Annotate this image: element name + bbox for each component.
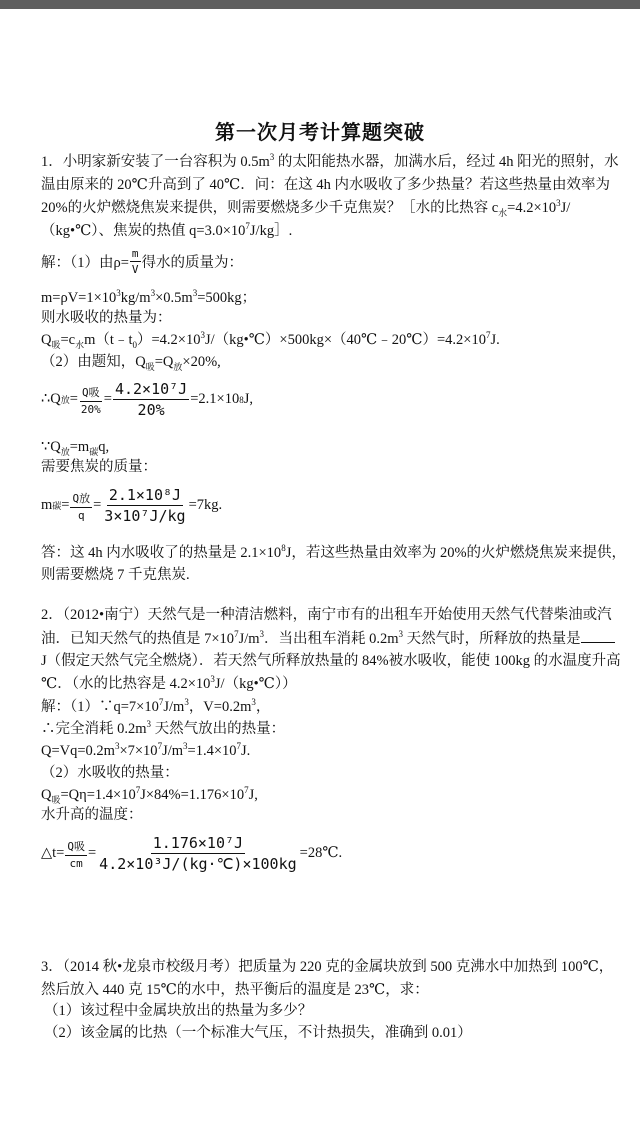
- denominator: 4.2×10³J/(kg·℃)×100kg: [99, 855, 297, 873]
- text: J/kg］.: [249, 223, 293, 239]
- exponent: 3: [183, 741, 188, 752]
- exponent: 3: [269, 152, 275, 163]
- q1-line-1: [41, 152, 619, 172]
- q1-solution-7: [41, 437, 109, 457]
- text: ．当出租车消耗 0.2m: [264, 631, 399, 647]
- answer-blank: [581, 628, 615, 643]
- exponent: 3: [114, 741, 120, 752]
- q1-solution-5: [41, 352, 221, 372]
- subscript: 吸: [51, 794, 61, 805]
- text: △t=: [41, 845, 65, 861]
- fraction: [113, 380, 189, 419]
- text: 20%的火炉燃烧焦炭来提供，则需要燃烧多少千克焦炭？［水的比热容 c: [41, 200, 499, 216]
- exponent: 7: [158, 697, 164, 708]
- text: 1．小明家新安装了一台容积为 0.5m: [41, 154, 270, 170]
- q2-solution-1: [41, 697, 270, 717]
- exponent: 3: [210, 674, 215, 685]
- text: ∵Q: [41, 439, 61, 455]
- exponent: 7: [157, 741, 163, 752]
- text: ）=4.2×10: [136, 332, 201, 348]
- fraction: [130, 247, 141, 276]
- text: m=ρV=1×10: [41, 290, 117, 306]
- exponent: 3: [251, 697, 256, 708]
- text: ×7×10: [119, 743, 158, 759]
- q1-line-2: 温由原来的 20℃升高到了 40℃．问：在这 4h 内水吸收了多少热量？若这些热量由效率为: [41, 177, 610, 193]
- text: =2.1×10: [190, 391, 240, 407]
- text: J，若这些热量由效率为 20%的火炉燃烧焦炭来提供，: [285, 545, 627, 561]
- text: ×0.5m: [155, 290, 193, 306]
- text: ∴Q: [41, 391, 61, 407]
- text: q,: [98, 439, 110, 455]
- text: 油．已知天然气的热值是 7×10: [41, 631, 235, 647]
- q1-solution-8: 需要焦炭的质量：: [41, 459, 157, 475]
- fraction: [70, 490, 92, 522]
- exponent: 7: [236, 741, 241, 752]
- text: =Q: [154, 354, 174, 370]
- subscript: 碳: [89, 446, 99, 457]
- denominator: 20%: [137, 401, 165, 419]
- q2-solution-7: [41, 834, 342, 873]
- text: =: [93, 497, 102, 513]
- numerator: m: [131, 247, 139, 260]
- fraction: [65, 838, 87, 870]
- q2-solution-6: 水升高的温度：: [41, 807, 143, 823]
- fraction: [79, 384, 103, 416]
- text: =500kg；: [197, 290, 257, 306]
- text: J/m: [163, 699, 185, 715]
- text: J/（kg•℃））: [214, 676, 297, 692]
- text: J/（kg•℃）×500kg×（40℃﹣20℃）=4.2×10: [204, 332, 486, 348]
- text: （2）由题知，Q: [41, 354, 146, 370]
- exponent: 3: [192, 288, 198, 299]
- text: 解：（1）由ρ=: [41, 255, 129, 271]
- exponent: 3: [146, 719, 152, 730]
- q2-line-4: [41, 674, 297, 694]
- text: （kg•℃）、焦炭的热值 q=3.0×10: [41, 223, 246, 239]
- text: ，: [255, 699, 271, 715]
- exponent: 7: [244, 785, 249, 796]
- q1-line-4: [41, 221, 292, 241]
- text: 答：这 4h 内水吸收了的热量是 2.1×10: [41, 545, 282, 561]
- numerator: Q吸: [80, 384, 102, 402]
- text: J,: [243, 391, 253, 407]
- exponent: 3: [398, 629, 404, 640]
- text: J×84%=1.176×10: [140, 787, 245, 803]
- text: =1.4×10: [187, 743, 237, 759]
- numerator: 4.2×10⁷J: [114, 380, 188, 398]
- q1-solution-3: 则水吸收的热量为：: [41, 310, 172, 326]
- exponent: 8: [281, 543, 286, 554]
- q3-line-3: （1）该过程中金属块放出的热量为多少？: [44, 1003, 313, 1019]
- text: =: [103, 391, 112, 407]
- text: 解：（1）∵q=7×10: [41, 699, 159, 715]
- denominator: 3×10⁷J/kg: [104, 507, 186, 525]
- q1-solution-9: m 碳 = $\frac{\text{Q放}}{q}$ = $\frac{\text{2.1×10⁸J}}{\text{3×10⁷J/kg}}$ =7kg.: [41, 486, 223, 525]
- exponent: 3: [200, 330, 205, 341]
- text: J/: [560, 200, 571, 216]
- exponent: 7: [245, 221, 250, 232]
- q1-answer-1: [41, 543, 626, 563]
- text: 得水的质量为：: [141, 255, 244, 271]
- text: =4.2×10: [507, 200, 557, 216]
- text: Q=Vq=0.2m: [41, 743, 115, 759]
- q2-line-1: 2．（2012•南宁）天然气是一种清洁燃料，南宁市有的出租车开始使用天然气代替柴油或汽: [41, 607, 612, 623]
- exponent: 3: [556, 198, 561, 209]
- q2-solution-5: [41, 785, 258, 805]
- denominator: 20%: [80, 402, 101, 416]
- exponent: 3: [259, 629, 265, 640]
- q1-solution-2: [41, 288, 256, 308]
- text: =c: [60, 332, 76, 348]
- text: =: [61, 497, 70, 513]
- exponent: 3: [184, 697, 189, 708]
- text: 天然气放出的热量：: [151, 721, 286, 737]
- text: =7kg.: [188, 497, 223, 513]
- q2-line-3: J（假定天然气完全燃烧）．若天然气所释放热量的 84%被水吸收，能使 100kg 的水温度升高: [41, 653, 621, 669]
- text: 的太阳能热水器，加满水后，经过 4h 阳光的照射，水: [274, 154, 619, 170]
- subscript: 水: [498, 207, 508, 218]
- subscript: 0: [132, 339, 137, 350]
- numerator: Q放: [70, 490, 92, 508]
- denominator: q: [77, 508, 85, 522]
- text: m: [41, 497, 53, 513]
- subscript: 水: [75, 339, 85, 350]
- q2-solution-2: [41, 719, 285, 739]
- q1-answer-2: 则需要燃烧 7 千克焦炭.: [41, 567, 190, 583]
- text: =m: [69, 439, 90, 455]
- text: J.: [241, 743, 251, 759]
- denominator: cm: [69, 856, 83, 870]
- exponent: 3: [116, 288, 121, 299]
- exponent: 7: [234, 629, 239, 640]
- text: J/m: [162, 743, 184, 759]
- q1-solution-6: ∴Q 放 = $\frac{\text{Q吸}}{20\%}$ = $\frac{\text{4.2×10⁷J}}{20\%}$ =2.1×10 8 J,: [41, 380, 253, 419]
- page-title: 第一次月考计算题突破: [215, 120, 425, 144]
- text: Q: [41, 332, 52, 348]
- text: J,: [248, 787, 258, 803]
- subscript: 放: [173, 361, 183, 372]
- text: J.: [490, 332, 500, 348]
- q2-solution-4: （2）水吸收的热量：: [41, 765, 179, 781]
- q1-line-3: [41, 198, 570, 218]
- fraction: [102, 486, 187, 525]
- text: kg/m: [120, 290, 151, 306]
- q3-line-4: （2）该金属的比热（一个标准大气压，不计热损失，准确到 0.01）: [44, 1025, 472, 1041]
- top-bar: [0, 0, 640, 9]
- subscript: 吸: [51, 339, 61, 350]
- text: m（t﹣t: [84, 332, 133, 348]
- text: 天然气时，所释放的热量是: [403, 631, 581, 647]
- text: ∴完全消耗 0.2m: [41, 721, 147, 737]
- text: ℃．（水的比热容是 4.2×10: [41, 676, 211, 692]
- exponent: 3: [150, 288, 156, 299]
- subscript: 放: [60, 446, 70, 457]
- q1-solution-4: [41, 330, 500, 350]
- q2-solution-3: [41, 741, 250, 761]
- subscript: 吸: [145, 361, 155, 372]
- fraction: [97, 834, 298, 873]
- q3-line-1: 3．（2014 秋•龙泉市校级月考）把质量为 220 克的金属块放到 500 克沸水中加热到 100℃，: [41, 959, 614, 975]
- exponent: 7: [135, 785, 141, 796]
- numerator: Q吸: [65, 838, 87, 856]
- numerator: 2.1×10⁸J: [108, 486, 182, 504]
- exponent: 7: [485, 330, 491, 341]
- q2-line-2: [41, 628, 615, 649]
- text: =28℃.: [299, 845, 343, 861]
- text: Q: [41, 787, 52, 803]
- q3-line-2: 然后放入 440 克 15℃的水中，热平衡后的温度是 23℃，求：: [41, 982, 429, 998]
- numerator: 1.176×10⁷J: [152, 834, 244, 852]
- text: J/m: [238, 631, 260, 647]
- text: ×20%,: [182, 354, 221, 370]
- text: =: [69, 391, 78, 407]
- text: ，V=0.2m: [188, 699, 252, 715]
- q1-solution-1: [41, 247, 243, 276]
- denominator: V: [131, 263, 139, 276]
- text: =Qη=1.4×10: [60, 787, 136, 803]
- text: =: [87, 845, 97, 861]
